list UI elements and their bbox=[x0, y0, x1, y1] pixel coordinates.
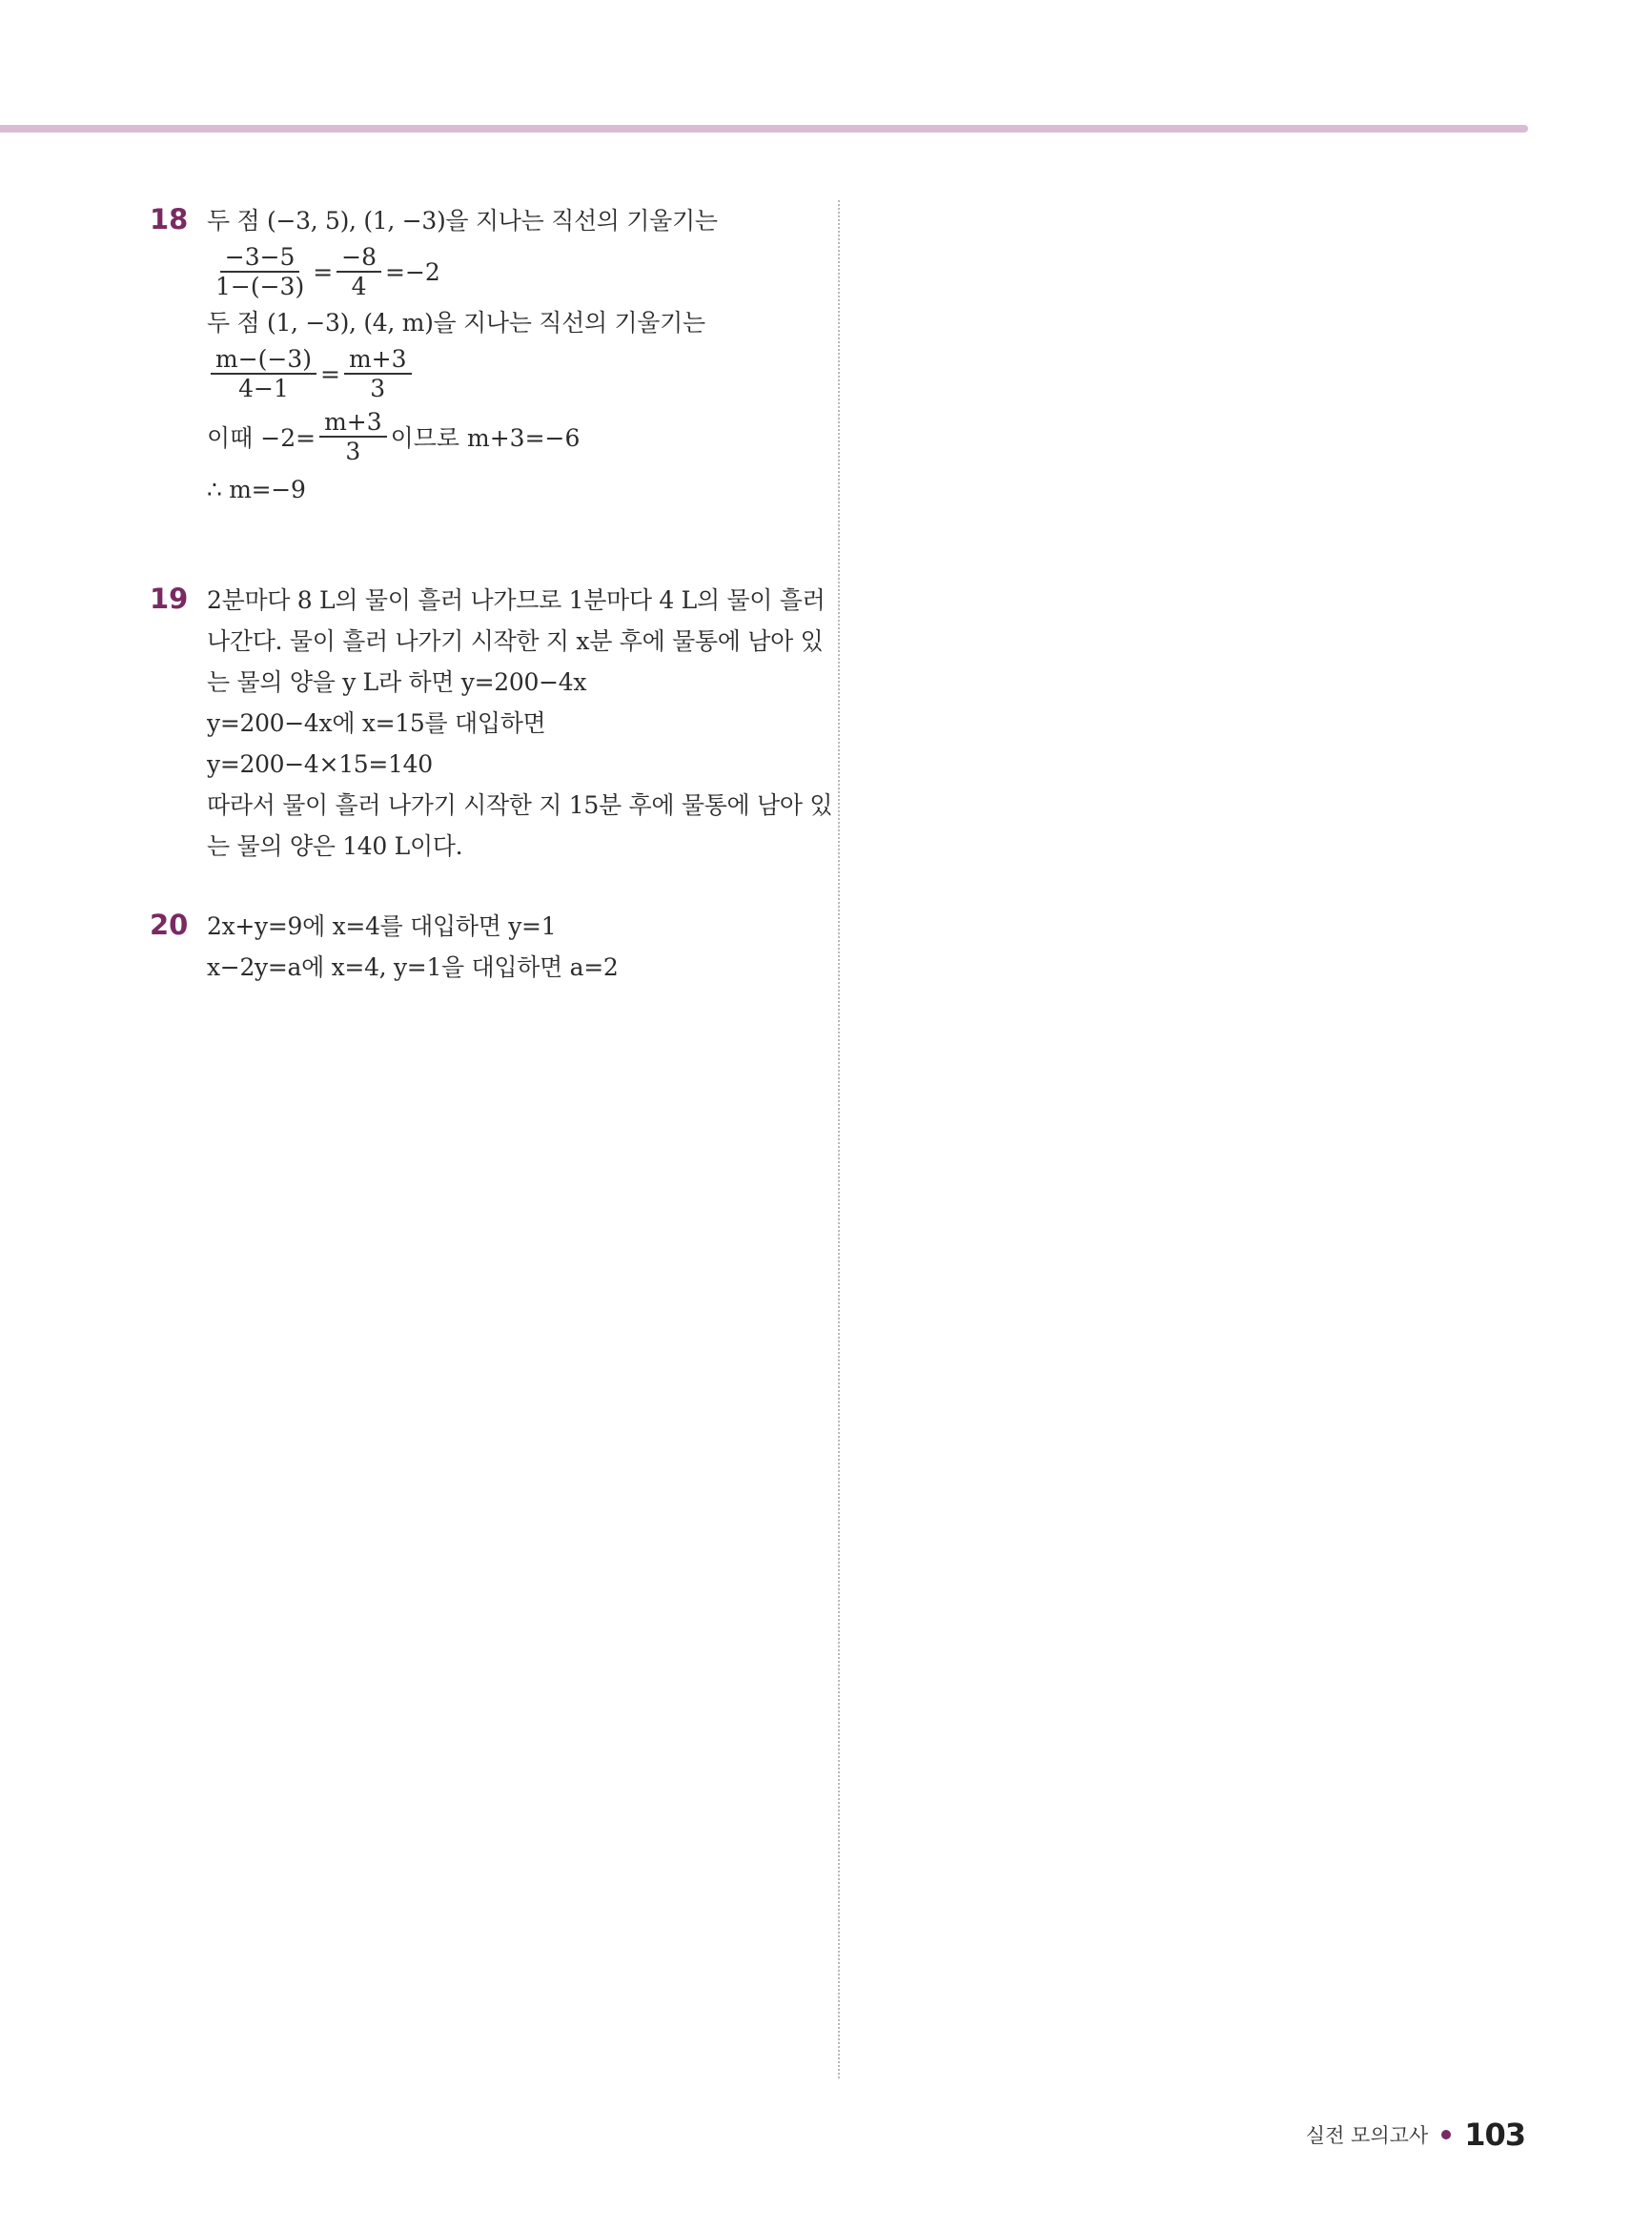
problem-18 bbox=[150, 200, 807, 510]
solution-line: 는 물의 양을 y L라 하면 y=200−4x bbox=[207, 668, 587, 696]
numerator: m−(−3) bbox=[211, 345, 316, 375]
solution-body bbox=[207, 580, 833, 867]
problem-20 bbox=[150, 906, 807, 988]
column-divider bbox=[838, 200, 840, 2078]
answer-line: ∴ m=−9 bbox=[207, 476, 306, 503]
fraction bbox=[344, 345, 412, 402]
operator: = bbox=[313, 257, 334, 286]
solution-line: x−2y=a에 x=4, y=1을 대입하면 a=2 bbox=[207, 953, 619, 981]
fraction bbox=[211, 345, 316, 402]
section-label: 실전 모의고사 bbox=[1305, 2124, 1429, 2147]
solution-line: 두 점 (1, −3), (4, m)을 지나는 직선의 기울기는 bbox=[207, 309, 705, 337]
solution-line: 2x+y=9에 x=4를 대입하면 y=1 bbox=[207, 912, 557, 940]
solution-line: y=200−4×15=140 bbox=[207, 750, 433, 778]
numerator: −3−5 bbox=[220, 243, 300, 273]
numerator: m+3 bbox=[344, 345, 412, 375]
solution-line: 는 물의 양은 140 L이다. bbox=[207, 832, 463, 860]
equation-suffix: 이므로 m+3=−6 bbox=[390, 424, 581, 452]
denominator: 3 bbox=[345, 438, 361, 465]
denominator: 4 bbox=[351, 273, 367, 300]
fraction bbox=[319, 408, 387, 465]
page-number: 103 bbox=[1464, 2117, 1525, 2153]
fraction bbox=[337, 243, 381, 300]
denominator: 1−(−3) bbox=[215, 273, 305, 300]
equation-slope-1 bbox=[207, 243, 807, 300]
operator: = bbox=[320, 359, 340, 388]
solution-line: 2분마다 8 L의 물이 흘러 나가므로 1분마다 4 L의 물이 흘러 bbox=[207, 586, 826, 614]
solution-line: y=200−4x에 x=15를 대입하면 bbox=[207, 709, 546, 737]
solution-line: 나간다. 물이 흘러 나가기 시작한 지 x분 후에 물통에 남아 있 bbox=[207, 627, 824, 655]
problem-number: 18 bbox=[150, 203, 189, 235]
problem-19 bbox=[150, 580, 833, 867]
result: =−2 bbox=[385, 257, 440, 286]
bullet-dot-icon bbox=[1441, 2130, 1451, 2139]
problem-number: 20 bbox=[150, 909, 189, 941]
page-footer bbox=[1306, 2117, 1525, 2153]
numerator: −8 bbox=[337, 243, 381, 273]
numerator: m+3 bbox=[319, 408, 387, 438]
solution-body bbox=[207, 200, 807, 510]
equation-prefix: 이때 −2= bbox=[207, 424, 316, 452]
solution-line: 따라서 물이 흘러 나가기 시작한 지 15분 후에 물통에 남아 있 bbox=[207, 791, 833, 819]
denominator: 3 bbox=[370, 375, 386, 402]
denominator: 4−1 bbox=[238, 375, 289, 402]
equation-solve bbox=[207, 408, 807, 465]
solution-line: 두 점 (−3, 5), (1, −3)을 지나는 직선의 기울기는 bbox=[207, 207, 718, 235]
problem-number: 19 bbox=[150, 583, 189, 615]
equation-slope-2 bbox=[207, 345, 807, 402]
fraction bbox=[211, 243, 309, 300]
solution-body bbox=[207, 906, 807, 988]
top-rule bbox=[0, 125, 1528, 133]
